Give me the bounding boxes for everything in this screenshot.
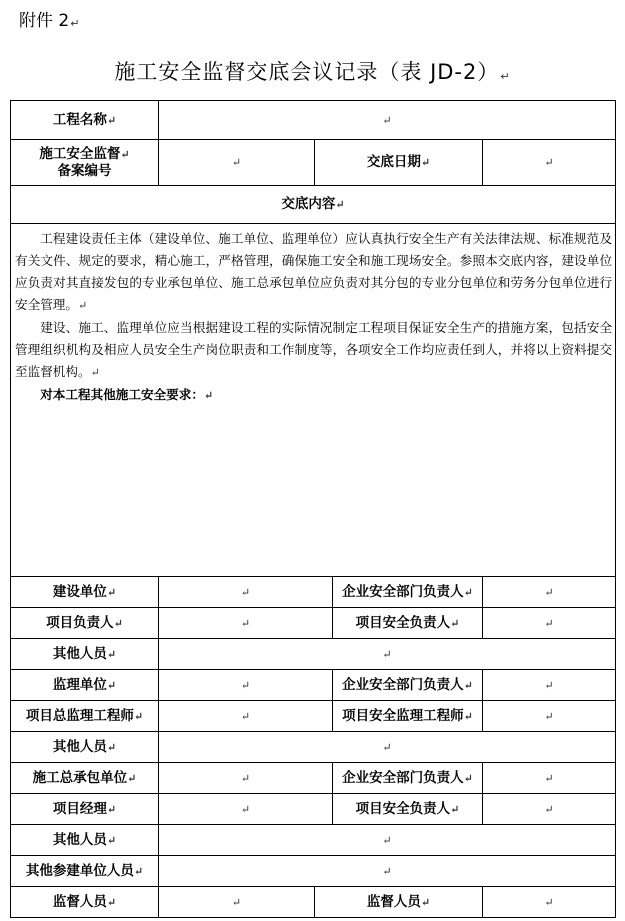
project-name-label: 工程名称↵	[11, 101, 159, 140]
supervision-safety-head-label: 企业安全部门负责人↵	[333, 670, 483, 701]
construction-safety-head-field[interactable]: ↵	[483, 577, 616, 608]
construction-others-label: 其他人员↵	[11, 639, 159, 670]
contractor-unit-label: 施工总承包单位↵	[11, 763, 159, 794]
briefing-content[interactable]	[11, 224, 616, 577]
content-title: 交底内容↵	[11, 186, 616, 224]
briefing-date-field[interactable]: ↵	[483, 140, 616, 186]
other-participants-label: 其他参建单位人员↵	[11, 856, 159, 887]
supervision-others-field[interactable]: ↵	[159, 732, 616, 763]
supervision-others-label: 其他人员↵	[11, 732, 159, 763]
construction-project-head-field[interactable]: ↵	[159, 608, 333, 639]
supervisory-person-1-field[interactable]: ↵	[159, 887, 315, 918]
supervision-engineer-row	[11, 701, 616, 732]
construction-unit-row	[11, 577, 616, 608]
page-title: 施工安全监督交底会议记录（表 JD-2）↵	[114, 60, 511, 84]
other-participants-row	[11, 856, 616, 887]
supervision-chief-engineer-field[interactable]: ↵	[159, 701, 333, 732]
contractor-others-row	[11, 825, 616, 856]
supervision-unit-row	[11, 670, 616, 701]
other-participants-field[interactable]: ↵	[159, 856, 616, 887]
content-paragraph-1: 工程建设责任主体（建设单位、施工单位、监理单位）应认真执行安全生产有关法律法规、标准规范及有关文件、规定的要求，精心施工，严格管理，确保施工安全和施工现场安全。参照本交底内容，建设单位应负责对其直接发包的专业承包单位、施工总承包单位应负责对其分包的专业分包单位和劳务分包单位进行安全管理。↵	[15, 231, 613, 312]
filing-row	[11, 140, 616, 186]
supervision-safety-engineer-field[interactable]: ↵	[483, 701, 616, 732]
project-name-row	[11, 101, 616, 140]
contractor-project-safety-head-field[interactable]: ↵	[483, 794, 616, 825]
contractor-unit-field[interactable]: ↵	[159, 763, 333, 794]
construction-others-row	[11, 639, 616, 670]
supervision-others-row	[11, 732, 616, 763]
supervision-chief-engineer-label: 项目总监理工程师↵	[11, 701, 159, 732]
contractor-others-label: 其他人员↵	[11, 825, 159, 856]
supervision-safety-engineer-label: 项目安全监理工程师↵	[333, 701, 483, 732]
construction-project-safety-head-label: 项目安全负责人↵	[333, 608, 483, 639]
project-name-field[interactable]: ↵	[159, 101, 616, 140]
contractor-safety-head-label: 企业安全部门负责人↵	[333, 763, 483, 794]
construction-unit-label: 建设单位↵	[11, 577, 159, 608]
construction-safety-head-label: 企业安全部门负责人↵	[333, 577, 483, 608]
construction-project-safety-head-field[interactable]: ↵	[483, 608, 616, 639]
contractor-manager-field[interactable]: ↵	[159, 794, 333, 825]
briefing-date-label: 交底日期↵	[315, 140, 483, 186]
contractor-manager-label: 项目经理↵	[11, 794, 159, 825]
contractor-safety-head-field[interactable]: ↵	[483, 763, 616, 794]
other-requirements-label: 对本工程其他施工安全要求：↵	[40, 387, 214, 402]
supervisory-row	[11, 887, 616, 918]
content-title-row	[11, 186, 616, 224]
construction-others-field[interactable]: ↵	[159, 639, 616, 670]
contractor-unit-row	[11, 763, 616, 794]
filing-number-field[interactable]: ↵	[159, 140, 315, 186]
supervisory-person-2-field[interactable]: ↵	[483, 887, 616, 918]
supervisory-person-2-label: 监督人员↵	[315, 887, 483, 918]
supervision-unit-label: 监理单位↵	[11, 670, 159, 701]
supervision-safety-head-field[interactable]: ↵	[483, 670, 616, 701]
supervisory-person-1-label: 监督人员↵	[11, 887, 159, 918]
construction-unit-field[interactable]: ↵	[159, 577, 333, 608]
construction-project-head-label: 项目负责人↵	[11, 608, 159, 639]
filing-number-label: 施工安全监督↵ 备案编号	[11, 140, 159, 186]
supervision-unit-field[interactable]: ↵	[159, 670, 333, 701]
content-row	[11, 224, 616, 577]
content-paragraph-2: 建设、施工、监理单位应当根据建设工程的实际情况制定工程项目保证安全生产的措施方案，包括安全管理组织机构及相应人员安全生产岗位职责和工作制度等，各项安全工作均应责任到人，并将以上资料提交至监督机构。↵	[15, 320, 613, 379]
construction-project-row	[11, 608, 616, 639]
contractor-manager-row	[11, 794, 616, 825]
attachment-label: 附件 2↵	[19, 11, 80, 31]
briefing-record-form	[10, 100, 616, 918]
contractor-others-field[interactable]: ↵	[159, 825, 616, 856]
contractor-project-safety-head-label: 项目安全负责人↵	[333, 794, 483, 825]
